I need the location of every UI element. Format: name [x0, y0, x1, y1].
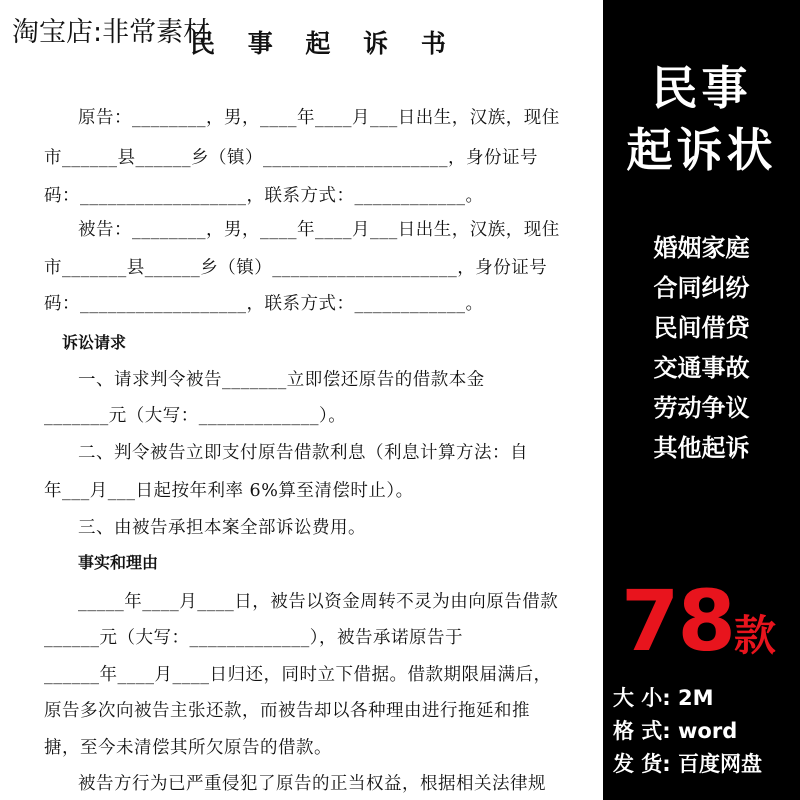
plaintiff-line-2: 市______县______乡（镇）____________________，身份证号 [44, 148, 538, 168]
template-count-number: 78 [621, 572, 734, 670]
plaintiff-line-1: 原告：________，男，____年____月___日出生，汉族，现住 [78, 108, 560, 128]
product-info-panel [603, 0, 800, 800]
spec-delivery: 发 货: 百度网盘 [613, 752, 763, 776]
facts-line-3: ______年____月____日归还，同时立下借据。借款期限届满后， [44, 665, 552, 685]
panel-title-line-1: 民事 [651, 61, 752, 115]
claim-1-line-2: _______元（大写：_____________）。 [44, 406, 347, 426]
category-item: 劳动争议 [653, 394, 750, 422]
facts-line-1: _____年____月____日，被告以资金周转不灵为由向原告借款 [78, 592, 559, 612]
shop-watermark: 淘宝店:非常素材 [12, 17, 211, 48]
spec-format: 格 式: word [613, 719, 738, 743]
defendant-line-1: 被告：________，男，____年____月___日出生，汉族，现住 [78, 220, 560, 240]
claim-1-line-1: 一、请求判令被告_______立即偿还原告的借款本金 [78, 370, 485, 390]
claim-3-line: 三、由被告承担本案全部诉讼费用。 [78, 518, 366, 538]
spec-size: 大 小: 2M [613, 686, 714, 710]
document-title: 民 事 起 诉 书 [190, 29, 458, 58]
template-count [621, 572, 776, 670]
claim-2-line-2: 年___月___日起按年利率 6%算至清偿时止）。 [44, 481, 414, 501]
claim-2-line-1: 二、判令被告立即支付原告借款利息（利息计算方法：自 [78, 443, 528, 463]
category-item: 合同纠纷 [653, 274, 750, 302]
category-item: 交通事故 [653, 354, 750, 382]
facts-line-2: ______元（大写：_____________），被告承诺原告于 [44, 628, 463, 648]
plaintiff-line-3: 码：__________________，联系方式：____________。 [44, 186, 484, 206]
category-item: 民间借贷 [653, 314, 750, 342]
section-facts-heading: 事实和理由 [78, 553, 159, 572]
section-claims-heading: 诉讼请求 [62, 333, 127, 352]
category-item: 婚姻家庭 [653, 234, 750, 262]
category-item: 其他起诉 [653, 434, 750, 462]
facts-line-4: 原告多次向被告主张还款，而被告却以各种理由进行拖延和推 [44, 701, 530, 721]
facts-line-5: 搪，至今未清偿其所欠原告的借款。 [44, 738, 332, 758]
template-count-unit: 款 [733, 611, 776, 660]
defendant-line-3: 码：__________________，联系方式：____________。 [44, 294, 484, 314]
defendant-line-2: 市_______县______乡（镇）____________________，身份证号 [44, 258, 548, 278]
facts-line-6: 被告方行为已严重侵犯了原告的正当权益，根据相关法律规 [78, 774, 546, 794]
panel-title-line-2: 起诉状 [626, 123, 777, 177]
